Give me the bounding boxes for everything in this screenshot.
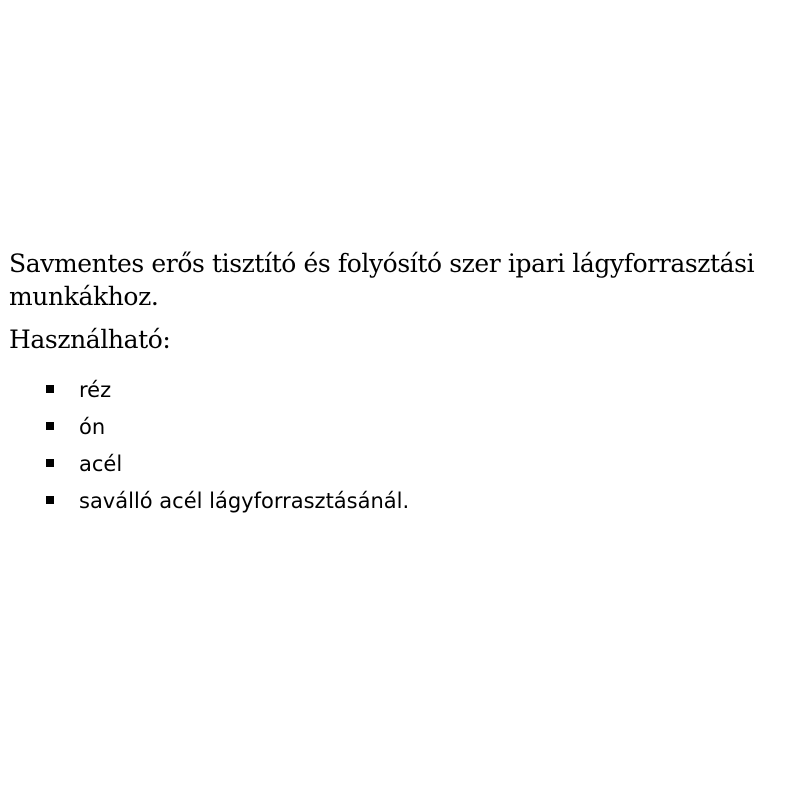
list-item-text: réz [79,378,112,402]
square-bullet-icon [46,496,54,504]
list-item-text: saválló acél lágyforrasztásánál. [79,489,410,513]
intro-paragraph: Savmentes erős tisztító és folyósító szer ipari lágyforrasztási munkákhoz. [9,249,755,311]
list-item [9,377,794,414]
material-list [9,377,794,525]
square-bullet-icon [46,422,54,430]
list-item-text: acél [79,452,123,476]
document-body [9,247,794,525]
square-bullet-icon [46,385,54,393]
square-bullet-icon [46,459,54,467]
list-item [9,488,794,525]
list-item [9,414,794,451]
list-item [9,451,794,488]
list-item-text: ón [79,415,106,439]
usable-label: Használható: [9,325,171,354]
